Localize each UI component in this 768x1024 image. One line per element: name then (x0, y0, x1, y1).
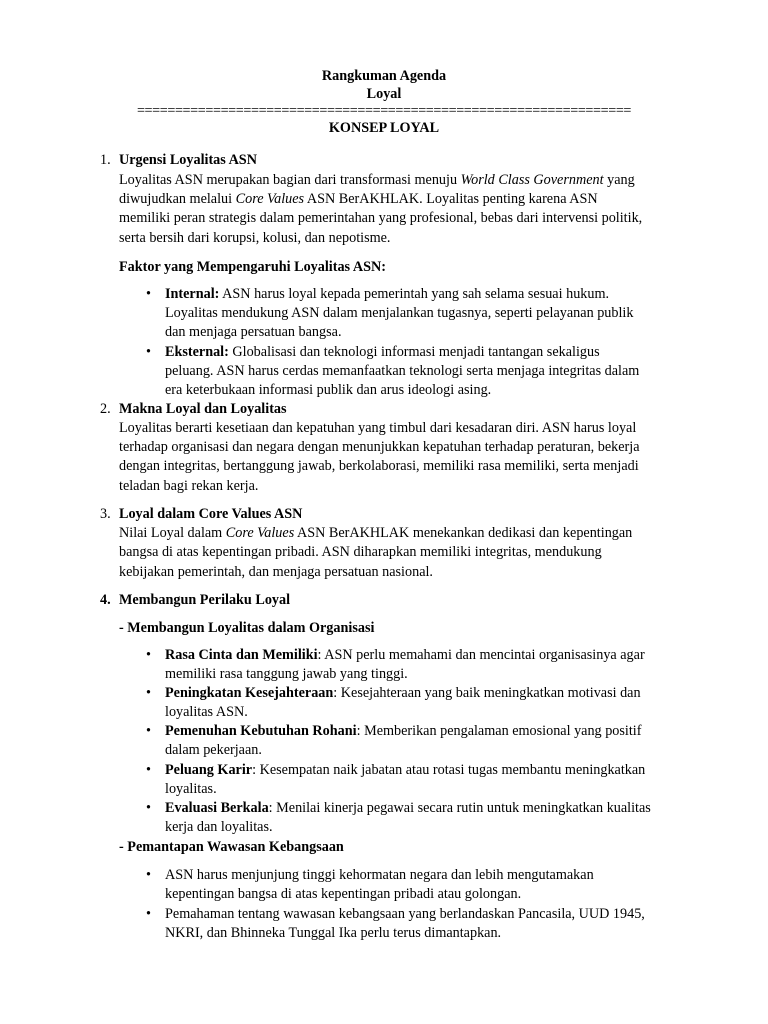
section-title: KONSEP LOYAL (328, 120, 440, 136)
paragraph-line: Loyalitas ASN merupakan bagian dari transformasi menuju World Class Government yang (119, 172, 635, 188)
bullet-icon: • (146, 867, 151, 883)
bullet-icon: • (146, 647, 151, 663)
paragraph-line: serta bersih dari korupsi, kolusi, dan nepotisme. (119, 230, 391, 246)
bullet-icon: • (146, 286, 151, 302)
bullet-icon: • (146, 906, 151, 922)
document-subtitle: Loyal (366, 86, 402, 102)
section-number: 3. (100, 506, 111, 522)
section-number: 1. (100, 152, 111, 168)
paragraph-line: teladan bagi rekan kerja. (119, 478, 259, 494)
section-heading: Loyal dalam Core Values ASN (119, 506, 303, 522)
subheading: Faktor yang Mempengaruhi Loyalitas ASN: (119, 259, 386, 275)
section-number: 4. (100, 592, 111, 608)
paragraph-line: diwujudkan melalui Core Values ASN BerAKHLAK. Loyalitas penting karena ASN (119, 191, 598, 207)
bullet-icon: • (146, 344, 151, 360)
paragraph-line: bangsa di atas kepentingan pribadi. ASN diharapkan memiliki integritas, mendukung (119, 544, 602, 560)
subheading: - Pemantapan Wawasan Kebangsaan (119, 839, 344, 855)
document-title: Rangkuman Agenda (321, 68, 447, 84)
section-number: 2. (100, 401, 111, 417)
paragraph-line: dengan integritas, bertanggung jawab, berkolaborasi, memiliki rasa memiliki, serta menjadi (119, 458, 639, 474)
paragraph-line: kebijakan pemerintah, dan menjaga persatuan nasional. (119, 564, 433, 580)
section-heading: Makna Loyal dan Loyalitas (119, 401, 287, 417)
paragraph-line: Loyalitas berarti kesetiaan dan kepatuhan yang timbul dari kesadaran diri. ASN harus loyal (119, 420, 637, 436)
section-heading: Urgensi Loyalitas ASN (119, 152, 257, 168)
separator-rule: ================================================================= (136, 103, 632, 119)
bullet-icon: • (146, 685, 151, 701)
bullet-icon: • (146, 723, 151, 739)
subheading: - Membangun Loyalitas dalam Organisasi (119, 620, 375, 636)
section-heading: Membangun Perilaku Loyal (119, 592, 291, 608)
document-page: Rangkuman Agenda Loyal ================================================================= KONSEP LOYAL 1. Urgensi Loyalitas ASN Loyalitas ASN merupakan bagian dari transformasi menuju World Class Government yang diwujudkan melalui Core Values ASN BerAKHLAK. Loyalitas penting karena ASN memiliki peran strategis dalam pemerintahan yang profesional, bebas dari intervensi politik, serta bersih dari korupsi, kolusi, dan nepotisme. Faktor yang Mempengaruhi Loyalitas ASN: • Internal: ASN harus loyal kepada pemerintah yang sah selama sesuai hukum. Loyalitas mendukung ASN dalam menjalankan tugasnya, seperti pelayanan publik dan menjaga persatuan bangsa. • Eksternal: Globalisasi dan teknologi informasi menjadi tantangan sekaligus peluang. ASN harus cerdas memanfaatkan teknologi serta menjaga integritas dalam era keterbukaan informasi publik dan arus ideologi asing. 2. Makna Loyal dan Loyalitas Loyalitas berarti kesetiaan dan kepatuhan yang timbul dari kesadaran diri. ASN harus loyal terhadap organisasi dan negara dengan menunjukkan kepatuhan terhadap peraturan, bekerja dengan integritas, bertanggung jawab, berkolaborasi, memiliki rasa memiliki, serta menjadi teladan bagi rekan kerja. 3. Loyal dalam Core Values ASN Nilai Loyal dalam Core Values ASN BerAKHLAK menekankan dedikasi dan kepentingan bangsa di atas kepentingan pribadi. ASN diharapkan memiliki integritas, mendukung kebijakan pemerintah, dan menjaga persatuan nasional. 4. Membangun Perilaku Loyal - Membangun Loyalitas dalam Organisasi • Rasa Cinta dan Memiliki: ASN perlu memahami dan mencintai organisasinya agar memiliki rasa tanggung jawab yang tinggi. • Peningkatan Kesejahteraan: Kesejahteraan yang baik meningkatkan motivasi dan loyalitas ASN. • Pemenuhan Kebutuhan Rohani: Memberikan pengalaman emosional yang positif dalam pekerjaan. • Peluang Karir: Kesempatan naik jabatan atau rotasi tugas membantu meningkatkan loyalitas. • Evaluasi Berkala: Menilai kinerja pegawai secara rutin untuk meningkatkan kualitas kerja dan loyalitas. - Pemantapan Wawasan Kebangsaan • ASN harus menjunjung tinggi kehormatan negara dan lebih mengutamakan kepentingan bangsa di atas kepentingan pribadi atau golongan. • Pemahaman tentang wawasan kebangsaan yang berlandaskan Pancasila, UUD 1945, NKRI, dan Bhinneka Tunggal Ika perlu terus dimantapkan. (0, 0, 768, 1024)
paragraph-line: Nilai Loyal dalam Core Values ASN BerAKHLAK menekankan dedikasi dan kepentingan (119, 525, 633, 541)
paragraph-line: memiliki peran strategis dalam pemerintahan yang profesional, bebas dari intervensi politik, (119, 210, 643, 226)
bullet-icon: • (146, 800, 151, 816)
paragraph-line: terhadap organisasi dan negara dengan menunjukkan kepatuhan terhadap peraturan, bekerja (119, 439, 640, 455)
bullet-icon: • (146, 762, 151, 778)
